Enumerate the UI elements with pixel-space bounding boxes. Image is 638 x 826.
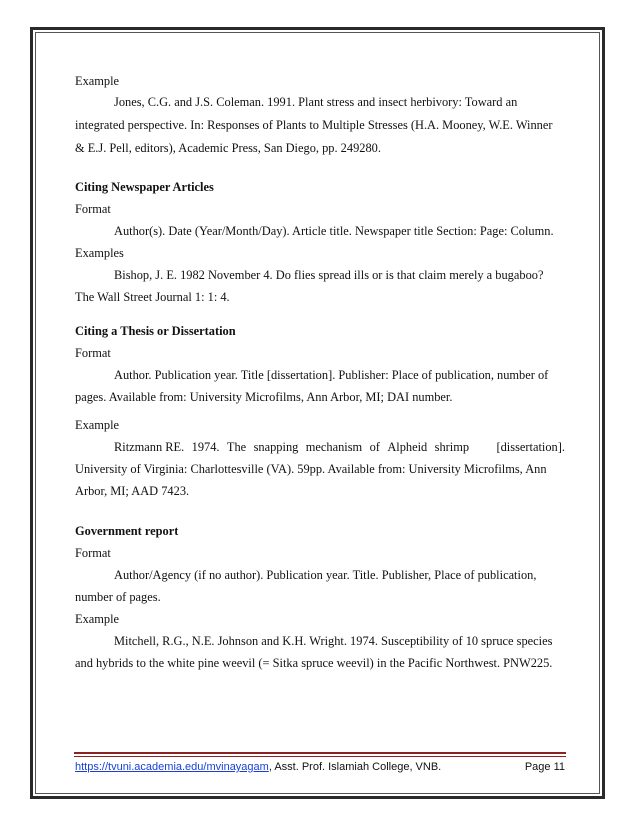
word: shrimp bbox=[434, 440, 470, 454]
reference-line: Mitchell, R.G., N.E. Johnson and K.H. Wright. 1974. Susceptibility of 10 spruce species bbox=[114, 634, 553, 648]
example-label: Example bbox=[75, 418, 120, 432]
format-line: number of pages. bbox=[75, 590, 161, 604]
example-label: Example bbox=[75, 612, 120, 626]
section-heading-thesis: Citing a Thesis or Dissertation bbox=[75, 324, 236, 338]
reference-line: The Wall Street Journal 1: 1: 4. bbox=[75, 290, 230, 304]
footer-link[interactable]: https://tvuni.academia.edu/mvinayagam bbox=[75, 761, 269, 773]
word: [dissertation]. bbox=[496, 440, 565, 454]
reference-line: Jones, C.G. and J.S. Coleman. 1991. Plant stress and insect herbivory: Toward an bbox=[114, 95, 518, 109]
footer-rule bbox=[74, 752, 566, 754]
word: mechanism bbox=[305, 440, 363, 454]
footer-rule-thin bbox=[74, 756, 566, 757]
reference-line: and hybrids to the white pine weevil (= Sitka spruce weevil) in the Pacific Northwest. PNW225. bbox=[75, 656, 553, 670]
section-heading-government: Government report bbox=[75, 524, 179, 538]
reference-line: integrated perspective. In: Responses of Plants to Multiple Stresses (H.A. Mooney, W.E. Winner bbox=[75, 118, 553, 132]
word: The bbox=[226, 440, 247, 454]
word: 1974. bbox=[191, 440, 220, 454]
page-number: Page 11 bbox=[524, 761, 565, 773]
format-label: Format bbox=[75, 546, 111, 560]
word: Alpheid bbox=[387, 440, 428, 454]
example-label: Example bbox=[75, 74, 120, 88]
reference-line: University of Virginia: Charlottesville (VA). 59pp. Available from: University Microfilms, Ann bbox=[75, 462, 547, 476]
word: of bbox=[369, 440, 380, 454]
format-line: pages. Available from: University Microfilms, Ann Arbor, MI; DAI number. bbox=[75, 390, 453, 404]
word: Ritzmann RE. bbox=[114, 440, 185, 454]
format-label: Format bbox=[75, 202, 111, 216]
format-label: Format bbox=[75, 346, 111, 360]
reference-line: Bishop, J. E. 1982 November 4. Do flies spread ills or is that claim merely a bugaboo? bbox=[114, 268, 544, 282]
reference-line-justified bbox=[114, 440, 565, 455]
footer bbox=[75, 761, 565, 773]
format-line: Author(s). Date (Year/Month/Day). Article title. Newspaper title Section: Page: Column. bbox=[114, 224, 554, 238]
section-heading-newspaper: Citing Newspaper Articles bbox=[75, 180, 214, 194]
format-line: Author. Publication year. Title [dissertation]. Publisher: Place of publication, number of bbox=[114, 368, 549, 382]
word: snapping bbox=[253, 440, 299, 454]
format-line: Author/Agency (if no author). Publication year. Title. Publisher, Place of publication, bbox=[114, 568, 537, 582]
reference-line: Arbor, MI; AAD 7423. bbox=[75, 484, 190, 498]
examples-label: Examples bbox=[75, 246, 124, 260]
reference-line: & E.J. Pell, editors), Academic Press, San Diego, pp. 249280. bbox=[75, 141, 381, 155]
footer-text: , Asst. Prof. Islamiah College, VNB. bbox=[268, 761, 442, 773]
